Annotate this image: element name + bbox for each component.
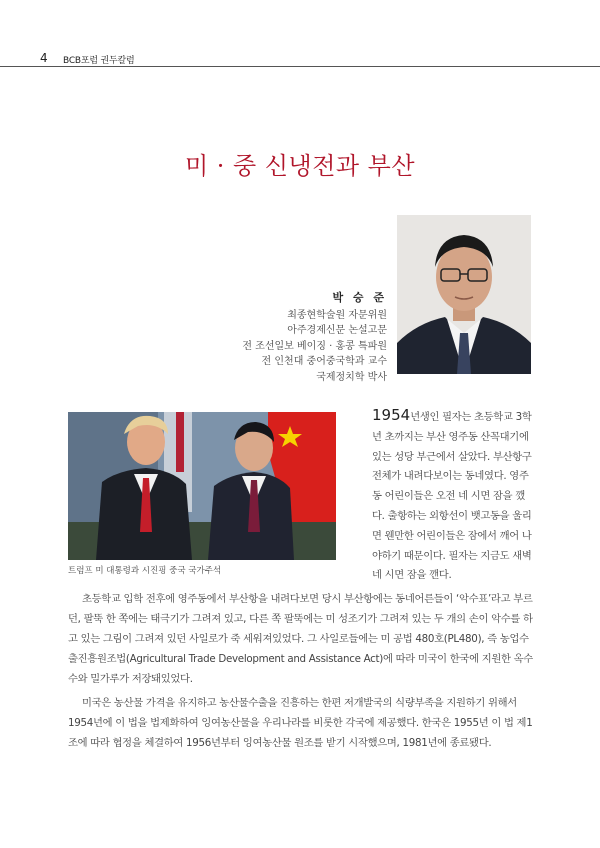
author-credential: 아주경제신문 논설고문 [287, 325, 387, 336]
author-credential: 전 조선일보 베이징 · 홍콩 특파원 [242, 340, 387, 352]
header-rule [0, 66, 600, 67]
author-credential: 전 인천대 중어중국학과 교수 [261, 356, 387, 367]
author-credential: 국제정치학 박사 [316, 371, 387, 383]
section-label: BCB포럼 권두칼럼 [63, 56, 135, 66]
article-title: 미 · 중 신냉전과 부산 [184, 152, 416, 180]
lead-year: 1954 [372, 406, 411, 424]
lead-paragraph [372, 406, 534, 586]
body-paragraph: 초등학교 입학 전후에 영주동에서 부산항을 내려다보면 당시 부산항에는 동네어른들이 ‘악수표’라고 부르던, 팔뚝 한 쪽에는 태극기가 그려져 있고, 다른 쪽 팔뚝에는 미 성조기가 그려져 있는 두 개의 손이 악수를 하고 있는 그림이 그려져 있던 사일로가 죽 세워져있었다. 그 사일로들에는 미 공법 480호(PL480), 즉 농업수출진흥원조법(Agricultural Trade Development and Assistance Act)에 따라 미국이 한국에 지원한 옥수수와 밀가루가 저장돼있었다. [68, 593, 533, 685]
photo-caption: 트럼프 미 대통령과 시진핑 중국 국가주석 [68, 566, 222, 576]
page-header [0, 44, 600, 68]
author-info [242, 290, 387, 385]
author-portrait [397, 215, 531, 374]
author-credential: 최종현학술원 자문위원 [287, 309, 387, 321]
author-name: 박 승 준 [332, 291, 387, 304]
page-number: 4 [40, 51, 48, 65]
body-paragraph: 미국은 농산물 가격을 유지하고 농산물수출을 진흥하는 한편 저개발국의 식량부족을 지원하기 위해서 1954년에 이 법을 법제화하여 잉여농산물을 우리나라를 비롯한 각국에 제공했다. 한국은 1955년 이 법 제1조에 따라 협정을 체결하여 1956년부터 잉여농산물 원조를 받기 시작했으며, 1981년에 종료됐다. [68, 697, 533, 749]
lead-text: 년생인 필자는 초등학교 3학년 초까지는 부산 영주동 산꼭대기에 있는 성당 부근에서 살았다. 부산항구 전체가 내려다보이는 동네였다. 영주동 어린이들은 오전 네 시면 잠을 깼다. 출항하는 외항선이 뱃고동을 울리면 웬만한 어린이들은 잠에서 깨어 나야하기 때문이다. 필자는 지금도 새벽 네 시면 잠을 깬다. [372, 411, 532, 582]
leaders-photo [68, 412, 336, 560]
